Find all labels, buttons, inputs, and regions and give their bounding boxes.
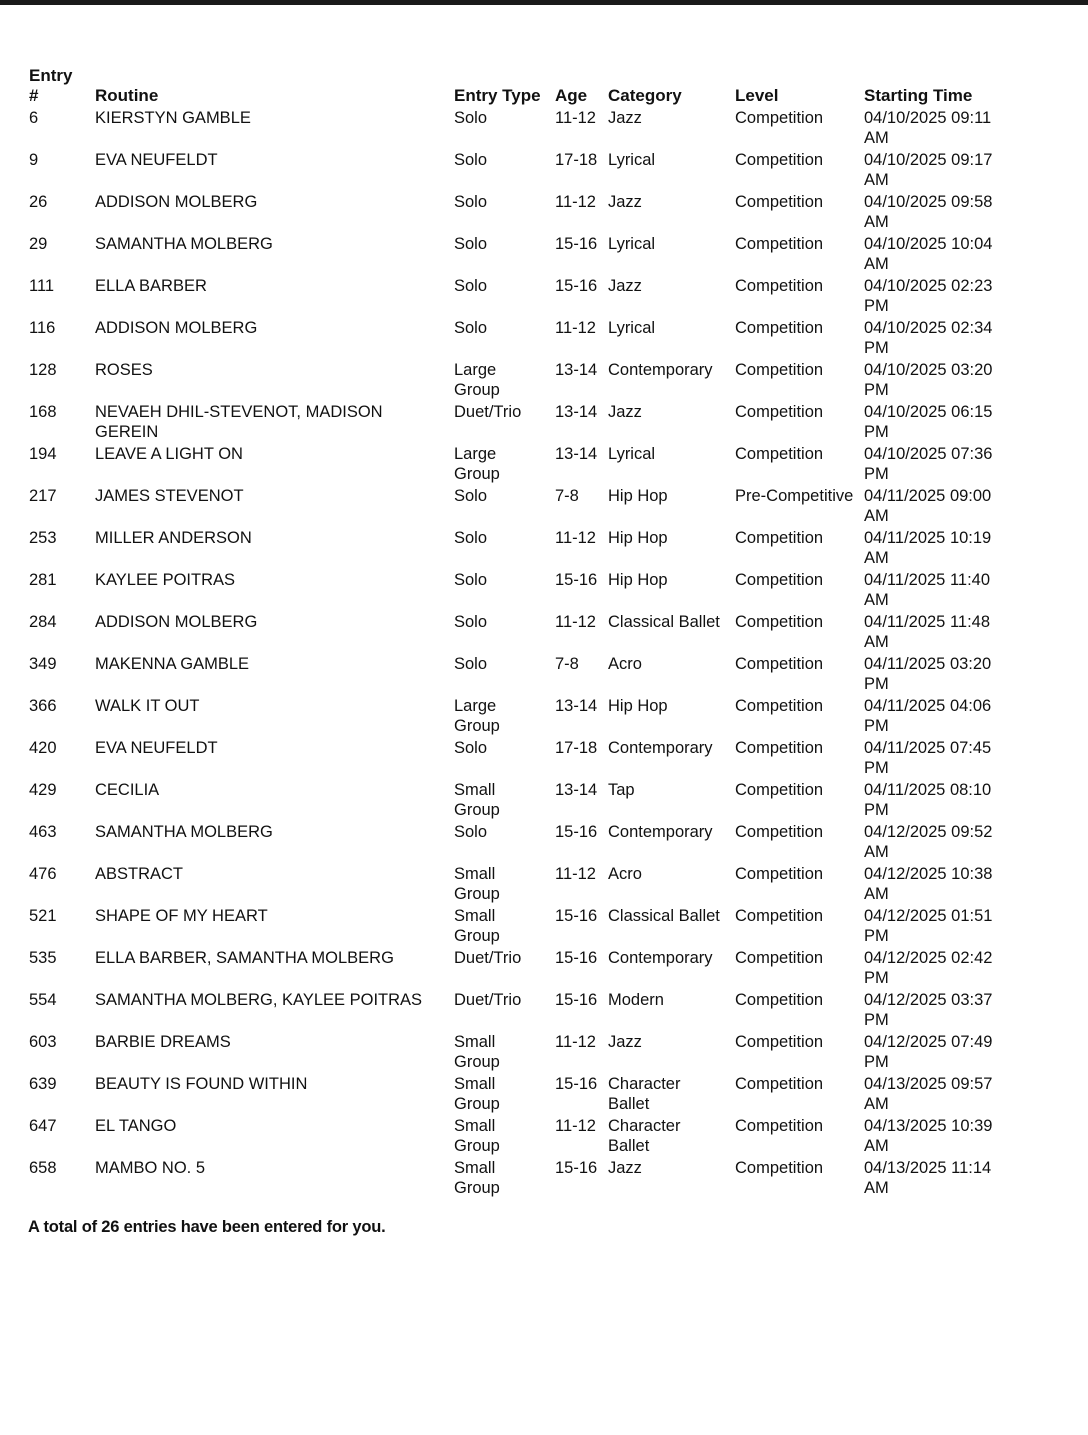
entry-type-cell: Large Group — [454, 361, 500, 399]
starting-time-cell: 04/12/2025 02:42 PM — [864, 949, 993, 987]
category-cell: Character Ballet — [608, 1075, 681, 1113]
level-cell: Competition — [735, 613, 824, 631]
age-cell: 17-18 — [555, 739, 598, 757]
routine-cell: BARBIE DREAMS — [95, 1033, 231, 1051]
starting-time-cell: 04/11/2025 10:19 AM — [864, 529, 992, 567]
category-cell: Acro — [608, 655, 642, 673]
routine-cell: ABSTRACT — [95, 865, 184, 883]
entry-type-cell: Small Group — [454, 781, 500, 819]
table-row — [24, 1157, 999, 1199]
table-row — [24, 695, 999, 737]
level-cell: Competition — [735, 361, 824, 379]
routine-cell: SHAPE OF MY HEART — [95, 907, 268, 925]
starting-time-cell: 04/12/2025 09:52 AM — [864, 823, 993, 861]
category-cell: Contemporary — [608, 949, 713, 967]
starting-time-cell: 04/10/2025 07:36 PM — [864, 445, 993, 483]
entry-number-cell: 29 — [29, 235, 48, 253]
routine-cell: EVA NEUFELDT — [95, 739, 218, 757]
starting-time-cell: 04/12/2025 01:51 PM — [864, 907, 993, 945]
starting-time-cell: 04/12/2025 03:37 PM — [864, 991, 993, 1029]
entries-table-header — [24, 66, 999, 107]
entry-number-cell: 281 — [29, 571, 57, 589]
category-cell: Classical Ballet — [608, 907, 720, 925]
entry-number-cell: 284 — [29, 613, 57, 631]
category-cell: Jazz — [608, 277, 642, 295]
starting-time-cell: 04/10/2025 06:15 PM — [864, 403, 993, 441]
category-cell: Classical Ballet — [608, 613, 720, 631]
category-cell: Lyrical — [608, 319, 656, 337]
level-cell: Competition — [735, 907, 824, 925]
total-entries-note: A total of 26 entries have been entered for you. — [28, 1218, 386, 1236]
level-cell: Pre-Competitive — [735, 487, 854, 505]
routine-cell: BEAUTY IS FOUND WITHIN — [95, 1075, 308, 1093]
entry-number-cell: 420 — [29, 739, 57, 757]
routine-cell: ADDISON MOLBERG — [95, 613, 258, 631]
routine-cell: MILLER ANDERSON — [95, 529, 252, 547]
category-cell: Lyrical — [608, 235, 656, 253]
entry-number-cell: 128 — [29, 361, 57, 379]
routine-cell: ELLA BARBER, SAMANTHA MOLBERG — [95, 949, 394, 967]
entry-number-cell: 26 — [29, 193, 48, 211]
entry-number-cell: 9 — [29, 151, 39, 169]
starting-time-cell: 04/13/2025 09:57 AM — [864, 1075, 993, 1113]
age-cell: 15-16 — [555, 571, 598, 589]
level-cell: Competition — [735, 403, 824, 421]
table-row — [24, 737, 999, 779]
routine-cell: KAYLEE POITRAS — [95, 571, 235, 589]
age-cell: 15-16 — [555, 1159, 598, 1177]
routine-cell: SAMANTHA MOLBERG — [95, 823, 273, 841]
entry-type-cell: Small Group — [454, 1117, 500, 1155]
table-row — [24, 863, 999, 905]
starting-time-cell: 04/10/2025 09:11 AM — [864, 109, 992, 147]
entry-number-cell: 639 — [29, 1075, 57, 1093]
routine-cell: WALK IT OUT — [95, 697, 200, 715]
entry-number-cell: 366 — [29, 697, 57, 715]
starting-time-cell: 04/11/2025 08:10 PM — [864, 781, 992, 819]
category-cell: Hip Hop — [608, 487, 668, 505]
starting-time-cell: 04/10/2025 02:34 PM — [864, 319, 993, 357]
age-cell: 11-12 — [555, 613, 596, 631]
entry-type-cell: Duet/Trio — [454, 949, 522, 967]
routine-cell: NEVAEH DHIL-STEVENOT, MADISON GEREIN — [95, 403, 383, 441]
age-cell: 11-12 — [555, 193, 596, 211]
routine-cell: MAKENNA GAMBLE — [95, 655, 250, 673]
level-cell: Competition — [735, 949, 824, 967]
table-row — [24, 485, 999, 527]
table-row — [24, 149, 999, 191]
level-cell: Competition — [735, 991, 824, 1009]
entry-number-cell: 349 — [29, 655, 57, 673]
column-header-entry-type: Entry Type — [454, 86, 541, 105]
table-row — [24, 191, 999, 233]
table-row — [24, 1115, 999, 1157]
level-cell: Competition — [735, 697, 824, 715]
starting-time-cell: 04/10/2025 09:58 AM — [864, 193, 993, 231]
level-cell: Competition — [735, 781, 824, 799]
level-cell: Competition — [735, 235, 824, 253]
category-cell: Hip Hop — [608, 529, 668, 547]
table-row — [24, 905, 999, 947]
level-cell: Competition — [735, 109, 824, 127]
entry-type-cell: Small Group — [454, 1033, 500, 1071]
table-row — [24, 317, 999, 359]
entry-type-cell: Solo — [454, 529, 488, 547]
entry-number-cell: 168 — [29, 403, 57, 421]
starting-time-cell: 04/10/2025 03:20 PM — [864, 361, 993, 399]
entry-type-cell: Solo — [454, 277, 488, 295]
age-cell: 15-16 — [555, 1075, 598, 1093]
starting-time-cell: 04/13/2025 10:39 AM — [864, 1117, 993, 1155]
routine-cell: EVA NEUFELDT — [95, 151, 218, 169]
entry-number-cell: 521 — [29, 907, 57, 925]
age-cell: 11-12 — [555, 1117, 596, 1135]
entry-type-cell: Large Group — [454, 445, 500, 483]
column-header-starting-time: Starting Time — [864, 86, 973, 105]
level-cell: Competition — [735, 151, 824, 169]
starting-time-cell: 04/11/2025 03:20 PM — [864, 655, 992, 693]
level-cell: Competition — [735, 277, 824, 295]
table-row — [24, 947, 999, 989]
age-cell: 11-12 — [555, 529, 596, 547]
category-cell: Hip Hop — [608, 571, 668, 589]
entry-type-cell: Solo — [454, 823, 488, 841]
entry-number-cell: 111 — [29, 277, 55, 295]
category-cell: Tap — [608, 781, 635, 799]
level-cell: Competition — [735, 319, 824, 337]
column-header-routine: Routine — [95, 86, 159, 105]
age-cell: 11-12 — [555, 319, 596, 337]
starting-time-cell: 04/11/2025 11:40 AM — [864, 571, 991, 609]
routine-cell: ROSES — [95, 361, 153, 379]
entry-type-cell: Solo — [454, 235, 488, 253]
starting-time-cell: 04/13/2025 11:14 AM — [864, 1159, 992, 1197]
column-header-category: Category — [608, 86, 682, 105]
level-cell: Competition — [735, 571, 824, 589]
starting-time-cell: 04/11/2025 04:06 PM — [864, 697, 992, 735]
entry-type-cell: Duet/Trio — [454, 991, 522, 1009]
level-cell: Competition — [735, 445, 824, 463]
column-header-age: Age — [555, 86, 588, 105]
category-cell: Jazz — [608, 1159, 642, 1177]
entry-type-cell: Solo — [454, 655, 488, 673]
category-cell: Acro — [608, 865, 642, 883]
category-cell: Character Ballet — [608, 1117, 681, 1155]
entry-number-cell: 6 — [29, 109, 39, 127]
level-cell: Competition — [735, 193, 824, 211]
entry-number-cell: 217 — [29, 487, 57, 505]
table-row — [24, 1031, 999, 1073]
table-row — [24, 359, 999, 401]
entry-number-cell: 194 — [29, 445, 57, 463]
routine-cell: JAMES STEVENOT — [95, 487, 244, 505]
category-cell: Lyrical — [608, 445, 656, 463]
entry-type-cell: Solo — [454, 193, 488, 211]
entry-type-cell: Duet/Trio — [454, 403, 522, 421]
level-cell: Competition — [735, 823, 824, 841]
category-cell: Jazz — [608, 109, 642, 127]
age-cell: 13-14 — [555, 697, 598, 715]
table-row — [24, 233, 999, 275]
entry-number-cell: 658 — [29, 1159, 57, 1177]
entry-type-cell: Solo — [454, 739, 488, 757]
table-row — [24, 821, 999, 863]
entry-type-cell: Solo — [454, 613, 488, 631]
entries-table — [24, 66, 999, 1199]
table-row — [24, 443, 999, 485]
level-cell: Competition — [735, 1117, 824, 1135]
routine-cell: CECILIA — [95, 781, 160, 799]
category-cell: Jazz — [608, 193, 642, 211]
entry-number-cell: 429 — [29, 781, 57, 799]
routine-cell: ADDISON MOLBERG — [95, 319, 258, 337]
age-cell: 17-18 — [555, 151, 598, 169]
level-cell: Competition — [735, 865, 824, 883]
entry-type-cell: Solo — [454, 487, 488, 505]
age-cell: 11-12 — [555, 109, 596, 127]
column-header-level: Level — [735, 86, 779, 105]
entry-number-cell: 603 — [29, 1033, 57, 1051]
age-cell: 7-8 — [555, 487, 579, 505]
entry-type-cell: Solo — [454, 571, 488, 589]
entry-number-cell: 253 — [29, 529, 57, 547]
age-cell: 11-12 — [555, 865, 596, 883]
category-cell: Modern — [608, 991, 664, 1009]
category-cell: Jazz — [608, 403, 642, 421]
age-cell: 13-14 — [555, 781, 598, 799]
entry-type-cell: Small Group — [454, 1075, 500, 1113]
routine-cell: MAMBO NO. 5 — [95, 1159, 206, 1177]
level-cell: Competition — [735, 1075, 824, 1093]
table-row — [24, 611, 999, 653]
routine-cell: SAMANTHA MOLBERG — [95, 235, 273, 253]
starting-time-cell: 04/10/2025 10:04 AM — [864, 235, 993, 273]
table-row — [24, 653, 999, 695]
table-row — [24, 275, 999, 317]
entry-type-cell: Solo — [454, 151, 488, 169]
age-cell: 15-16 — [555, 907, 598, 925]
entry-type-cell: Solo — [454, 109, 488, 127]
routine-cell: SAMANTHA MOLBERG, KAYLEE POITRAS — [95, 991, 423, 1009]
starting-time-cell: 04/12/2025 10:38 AM — [864, 865, 993, 903]
level-cell: Competition — [735, 739, 824, 757]
table-row — [24, 1073, 999, 1115]
routine-cell: KIERSTYN GAMBLE — [95, 109, 251, 127]
table-row — [24, 779, 999, 821]
category-cell: Contemporary — [608, 739, 713, 757]
starting-time-cell: 04/11/2025 09:00 AM — [864, 487, 992, 525]
entry-number-cell: 463 — [29, 823, 57, 841]
entry-number-cell: 535 — [29, 949, 57, 967]
age-cell: 13-14 — [555, 445, 598, 463]
age-cell: 15-16 — [555, 991, 598, 1009]
age-cell: 7-8 — [555, 655, 579, 673]
category-cell: Contemporary — [608, 361, 713, 379]
table-row — [24, 569, 999, 611]
age-cell: 13-14 — [555, 403, 598, 421]
entry-type-cell: Small Group — [454, 1159, 500, 1197]
table-row — [24, 401, 999, 443]
routine-cell: EL TANGO — [95, 1117, 177, 1135]
column-header-entry: Entry # — [29, 66, 73, 105]
category-cell: Jazz — [608, 1033, 642, 1051]
age-cell: 11-12 — [555, 1033, 596, 1051]
category-cell: Hip Hop — [608, 697, 668, 715]
entry-number-cell: 554 — [29, 991, 57, 1009]
age-cell: 15-16 — [555, 235, 598, 253]
header-row — [24, 66, 999, 107]
age-cell: 13-14 — [555, 361, 598, 379]
entry-number-cell: 647 — [29, 1117, 57, 1135]
level-cell: Competition — [735, 529, 824, 547]
entry-type-cell: Solo — [454, 319, 488, 337]
starting-time-cell: 04/11/2025 07:45 PM — [864, 739, 992, 777]
table-row — [24, 527, 999, 569]
entry-number-cell: 116 — [29, 319, 56, 337]
starting-time-cell: 04/12/2025 07:49 PM — [864, 1033, 993, 1071]
entry-type-cell: Small Group — [454, 907, 500, 945]
entry-type-cell: Small Group — [454, 865, 500, 903]
table-row — [24, 989, 999, 1031]
entry-type-cell: Large Group — [454, 697, 500, 735]
age-cell: 15-16 — [555, 823, 598, 841]
routine-cell: LEAVE A LIGHT ON — [95, 445, 243, 463]
entry-number-cell: 476 — [29, 865, 57, 883]
entries-table-body — [24, 107, 999, 1199]
top-border-bar — [0, 0, 1088, 5]
category-cell: Contemporary — [608, 823, 713, 841]
category-cell: Lyrical — [608, 151, 656, 169]
starting-time-cell: 04/10/2025 09:17 AM — [864, 151, 993, 189]
age-cell: 15-16 — [555, 277, 598, 295]
level-cell: Competition — [735, 655, 824, 673]
starting-time-cell: 04/11/2025 11:48 AM — [864, 613, 991, 651]
starting-time-cell: 04/10/2025 02:23 PM — [864, 277, 993, 315]
table-row — [24, 107, 999, 149]
routine-cell: ELLA BARBER — [95, 277, 207, 295]
age-cell: 15-16 — [555, 949, 598, 967]
level-cell: Competition — [735, 1159, 824, 1177]
level-cell: Competition — [735, 1033, 824, 1051]
routine-cell: ADDISON MOLBERG — [95, 193, 258, 211]
